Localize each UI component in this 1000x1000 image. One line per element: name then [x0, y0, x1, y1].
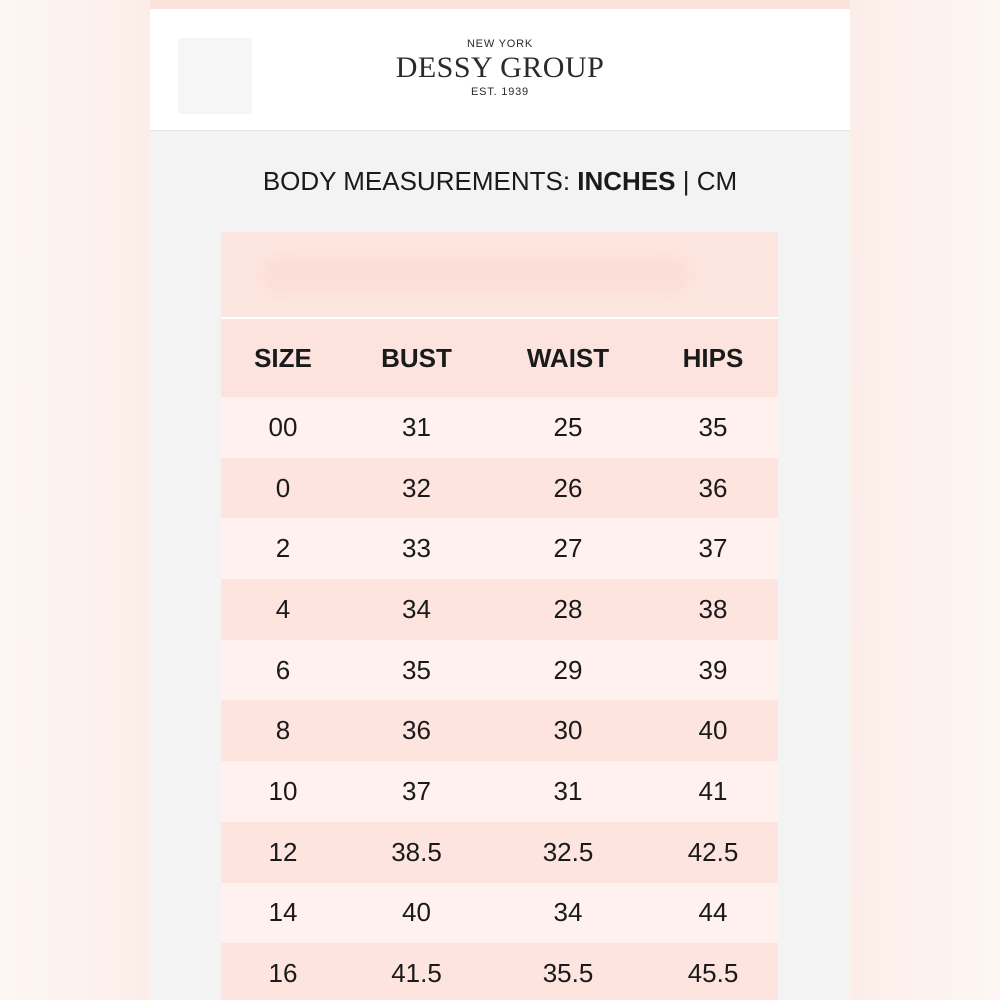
cell-waist: 26 [553, 472, 583, 503]
cell-hips: 37 [698, 533, 728, 564]
table-row [221, 579, 778, 640]
cell-size: 6 [275, 654, 291, 685]
cell-waist: 35.5 [542, 958, 594, 989]
cell-bust: 35 [402, 654, 431, 685]
table-row [221, 700, 778, 761]
cell-size: 2 [275, 533, 291, 564]
backdrop-right [850, 0, 1000, 1000]
cell-size: 12 [268, 836, 298, 867]
logo-wordmark: DESSY GROUP [395, 51, 605, 84]
unit-toggle-cm[interactable]: CM [696, 166, 738, 196]
table-row [221, 640, 778, 701]
site-header [150, 9, 850, 131]
phone-screen [150, 0, 850, 1000]
cell-waist: 30 [553, 715, 583, 746]
header-hips: HIPS [682, 342, 744, 373]
cell-bust: 36 [402, 715, 431, 746]
table-banner [221, 232, 778, 317]
cell-bust: 38.5 [391, 836, 442, 867]
cell-waist: 29 [553, 654, 583, 685]
cell-waist: 25 [553, 411, 583, 442]
table-row [221, 397, 778, 458]
page-title [178, 165, 822, 197]
cell-size: 0 [275, 472, 291, 503]
size-chart-card [178, 131, 822, 1000]
logo-established: EST. 1939 [471, 86, 529, 98]
brand-logo[interactable] [150, 37, 850, 99]
cell-hips: 38 [698, 593, 728, 624]
cell-size: 00 [268, 411, 298, 442]
top-strip [150, 0, 850, 9]
cell-hips: 41 [698, 775, 728, 806]
cell-hips: 45.5 [687, 958, 739, 989]
cell-waist: 31 [553, 775, 583, 806]
cell-waist: 28 [553, 593, 583, 624]
cell-hips: 36 [698, 472, 728, 503]
table-row [221, 518, 778, 579]
cell-bust: 37 [402, 775, 431, 806]
cell-hips: 42.5 [687, 836, 739, 867]
cell-bust: 40 [402, 897, 431, 928]
measurements-table [221, 232, 778, 1000]
header-bust: BUST [381, 342, 452, 373]
cell-bust: 33 [402, 533, 431, 564]
banner-blurred-text [261, 256, 691, 294]
header-waist: WAIST [526, 342, 610, 373]
cell-waist: 34 [553, 897, 583, 928]
table-row [221, 761, 778, 822]
table-header-row [221, 319, 778, 397]
cell-hips: 40 [698, 715, 728, 746]
cell-hips: 44 [698, 897, 728, 928]
table-row [221, 883, 778, 944]
backdrop-left [0, 0, 150, 1000]
unit-separator: | [675, 166, 697, 196]
cell-hips: 35 [698, 411, 728, 442]
title-prefix: BODY MEASUREMENTS: [262, 166, 578, 196]
cell-bust: 34 [402, 593, 431, 624]
table-row [221, 943, 778, 1000]
cell-size: 8 [275, 715, 291, 746]
header-size: SIZE [254, 342, 312, 373]
table-row [221, 458, 778, 519]
table-row [221, 822, 778, 883]
cell-bust: 31 [402, 411, 431, 442]
cell-bust: 32 [402, 472, 431, 503]
unit-toggle-inches[interactable]: INCHES [577, 166, 676, 196]
logo-location: NEW YORK [466, 38, 534, 50]
cell-bust: 41.5 [391, 958, 442, 989]
cell-hips: 39 [698, 654, 728, 685]
cell-waist: 27 [553, 533, 583, 564]
cell-size: 4 [275, 593, 291, 624]
cell-size: 16 [268, 958, 298, 989]
cell-size: 14 [268, 897, 298, 928]
cell-size: 10 [268, 775, 298, 806]
cell-waist: 32.5 [542, 836, 594, 867]
